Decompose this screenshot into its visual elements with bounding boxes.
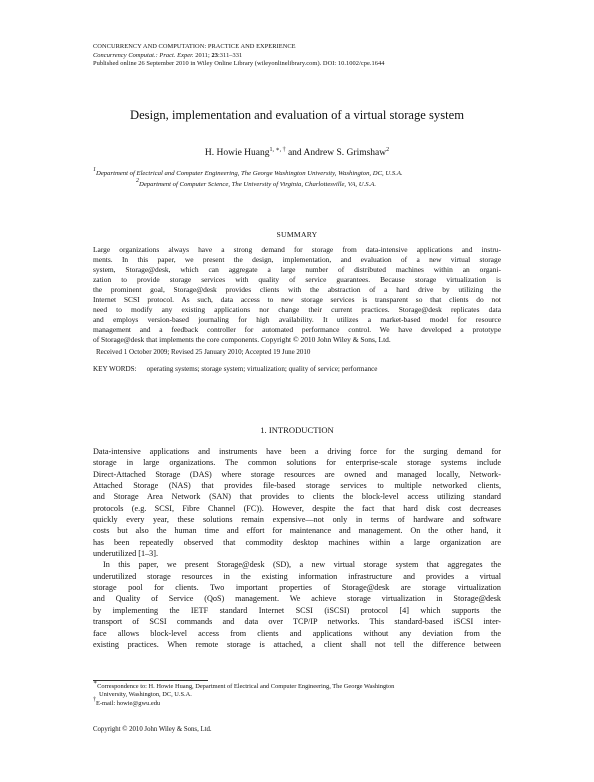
body-line: storage pool for clients. Two important properties of Storage@desk are storage virtualization <box>93 583 501 593</box>
body-line: Direct-Attached Storage (DAS) where storage resources are owned and managed locally, Network- <box>93 469 501 479</box>
abstract-line: need to modify any existing applications nor change their current practices. Storage@desk replicates data <box>93 305 501 315</box>
body-line: has been repeatedly observed that commodity desktop machines within a large organization are <box>93 537 501 547</box>
summary-heading: SUMMARY <box>276 230 318 239</box>
body-line: underutilized [1–3]. <box>93 549 159 559</box>
body-line: underutilized storage resources in the existing information infrastructure and provides a virtual <box>93 571 501 581</box>
body-line: protocols (e.g. SCSI, Fibre Channel (FC)). However, despite the fact that hard disk cost decreases <box>93 503 501 513</box>
footnote-correspondence: ∗Correspondence to: H. Howie Huang, Department of Electrical and Computer Engineering, The George Washington <box>93 680 395 690</box>
abstract-line: Internet SCSI protocol. As such, data access to new storage services is transparent so that clients do not <box>93 295 501 305</box>
abstract-line: ments. In this paper, we present the design, implementation, and evaluation of a new virtual storage <box>93 255 501 265</box>
footnotes <box>93 680 501 708</box>
keywords-label: KEY WORDS: <box>93 365 137 373</box>
body-line: existing practices. When remote storage is attached, a client shall not tell the difference between <box>93 639 501 649</box>
journal-citation: Concurrency Computat.: Pract. Exper. 2011; 23:311–331 <box>93 51 243 59</box>
footnote-divider <box>93 680 208 681</box>
abstract-line: zation to provide storage services with quality of service guarantees. Because storage virtualization is <box>93 275 501 285</box>
abstract <box>93 245 501 345</box>
introduction-body <box>93 446 501 650</box>
abstract-line: the prominent goal, Storage@desk provides clients with the abstraction of a hard drive by utilizing the <box>93 285 501 295</box>
author-1-marks: 1, ∗, † <box>269 147 286 153</box>
journal-header <box>93 43 385 69</box>
keywords <box>93 365 377 373</box>
author-line: H. Howie Huang$^{1, ∗, \dagger}$ and Andrew S. Grimshaw$^2$ <box>204 147 390 158</box>
body-line: and Quality of Service (QoS) management. We achieve storage virtualization in Storage@desk <box>93 594 501 604</box>
received-dates: Received 1 October 2009; Revised 25 January 2010; Accepted 19 June 2010 <box>96 348 311 356</box>
journal-name: CONCURRENCY AND COMPUTATION: PRACTICE AND EXPERIENCE <box>93 43 296 50</box>
footnote-email: †E-mail: howie@gwu.edu <box>93 696 161 707</box>
abstract-line: system, Storage@desk, which can aggregate a large number of distributed machines within an organi- <box>93 265 501 275</box>
author-2-mark: 2 <box>386 147 390 153</box>
affiliation-1: $^1$Department of Electrical and Computer Engineering, The George Washington University, Washington, DC, U.S.A. <box>93 167 403 177</box>
body-line: face allows block-level access from clients and applications without any deviation from the <box>93 628 501 638</box>
publication-info: Published online 26 September 2010 in Wiley Online Library (wileyonlinelibrary.com). DOI: 10.1002/cpe.1644 <box>93 60 385 68</box>
footnote-correspondence-cont: University, Washington, DC, U.S.A. <box>99 691 192 699</box>
section-heading-introduction: 1. INTRODUCTION <box>260 425 334 435</box>
abstract-line: and employs version-based journaling for high availability. It utilizes a market-based model for resource <box>93 315 501 325</box>
keywords-values: operating systems; storage system; virtualization; quality of service; performance <box>146 365 378 373</box>
author-2: Andrew S. Grimshaw <box>303 148 387 158</box>
body-line: by implementing the IETF standard Internet SCSI (iSCSI) protocol [4] which supports the <box>93 605 501 615</box>
body-line: costs but also the human time and effort for maintenance and management. On the other hand, it <box>93 526 501 536</box>
copyright-notice: Copyright © 2010 John Wiley & Sons, Ltd. <box>93 726 212 733</box>
affiliation-2: $^2$Department of Computer Science, The University of Virginia, Charlottesville, VA, U.S.A. <box>136 178 377 188</box>
body-line: transport of SCSI commands and data over TCP/IP networks. This standard-based iSCSI inter- <box>93 617 501 627</box>
author-1: H. Howie Huang <box>204 148 270 158</box>
body-line: quickly every year, these solutions remain expensive—not only in terms of hardware and software <box>93 515 501 525</box>
body-line: and Storage Area Network (SAN) that provides to clients the block-level access utilizing standard <box>93 492 501 502</box>
abstract-line: management and a feedback controller for automated performance control. We have developed a prototype <box>93 325 501 335</box>
abstract-line: of Storage@desk that implements the core components. Copyright © 2010 John Wiley & Sons, Ltd. <box>93 335 391 345</box>
body-line: storage in large organizations. The common solutions for enterprise-scale storage systems include <box>93 458 501 468</box>
body-line: Data-intensive applications and instruments have been a driving force for the surging demand for <box>93 447 501 456</box>
body-line: Attached Storage (NAS) that provides file-based storage services to multiple networked clients, <box>93 481 501 491</box>
abstract-line: Large organizations always have a strong demand for storage from data-intensive applications and instru- <box>93 245 501 254</box>
paper-title: Design, implementation and evaluation of a virtual storage system <box>130 108 464 122</box>
body-line: In this paper, we present Storage@desk (SD), a new virtual storage system that aggregates the <box>103 560 501 570</box>
